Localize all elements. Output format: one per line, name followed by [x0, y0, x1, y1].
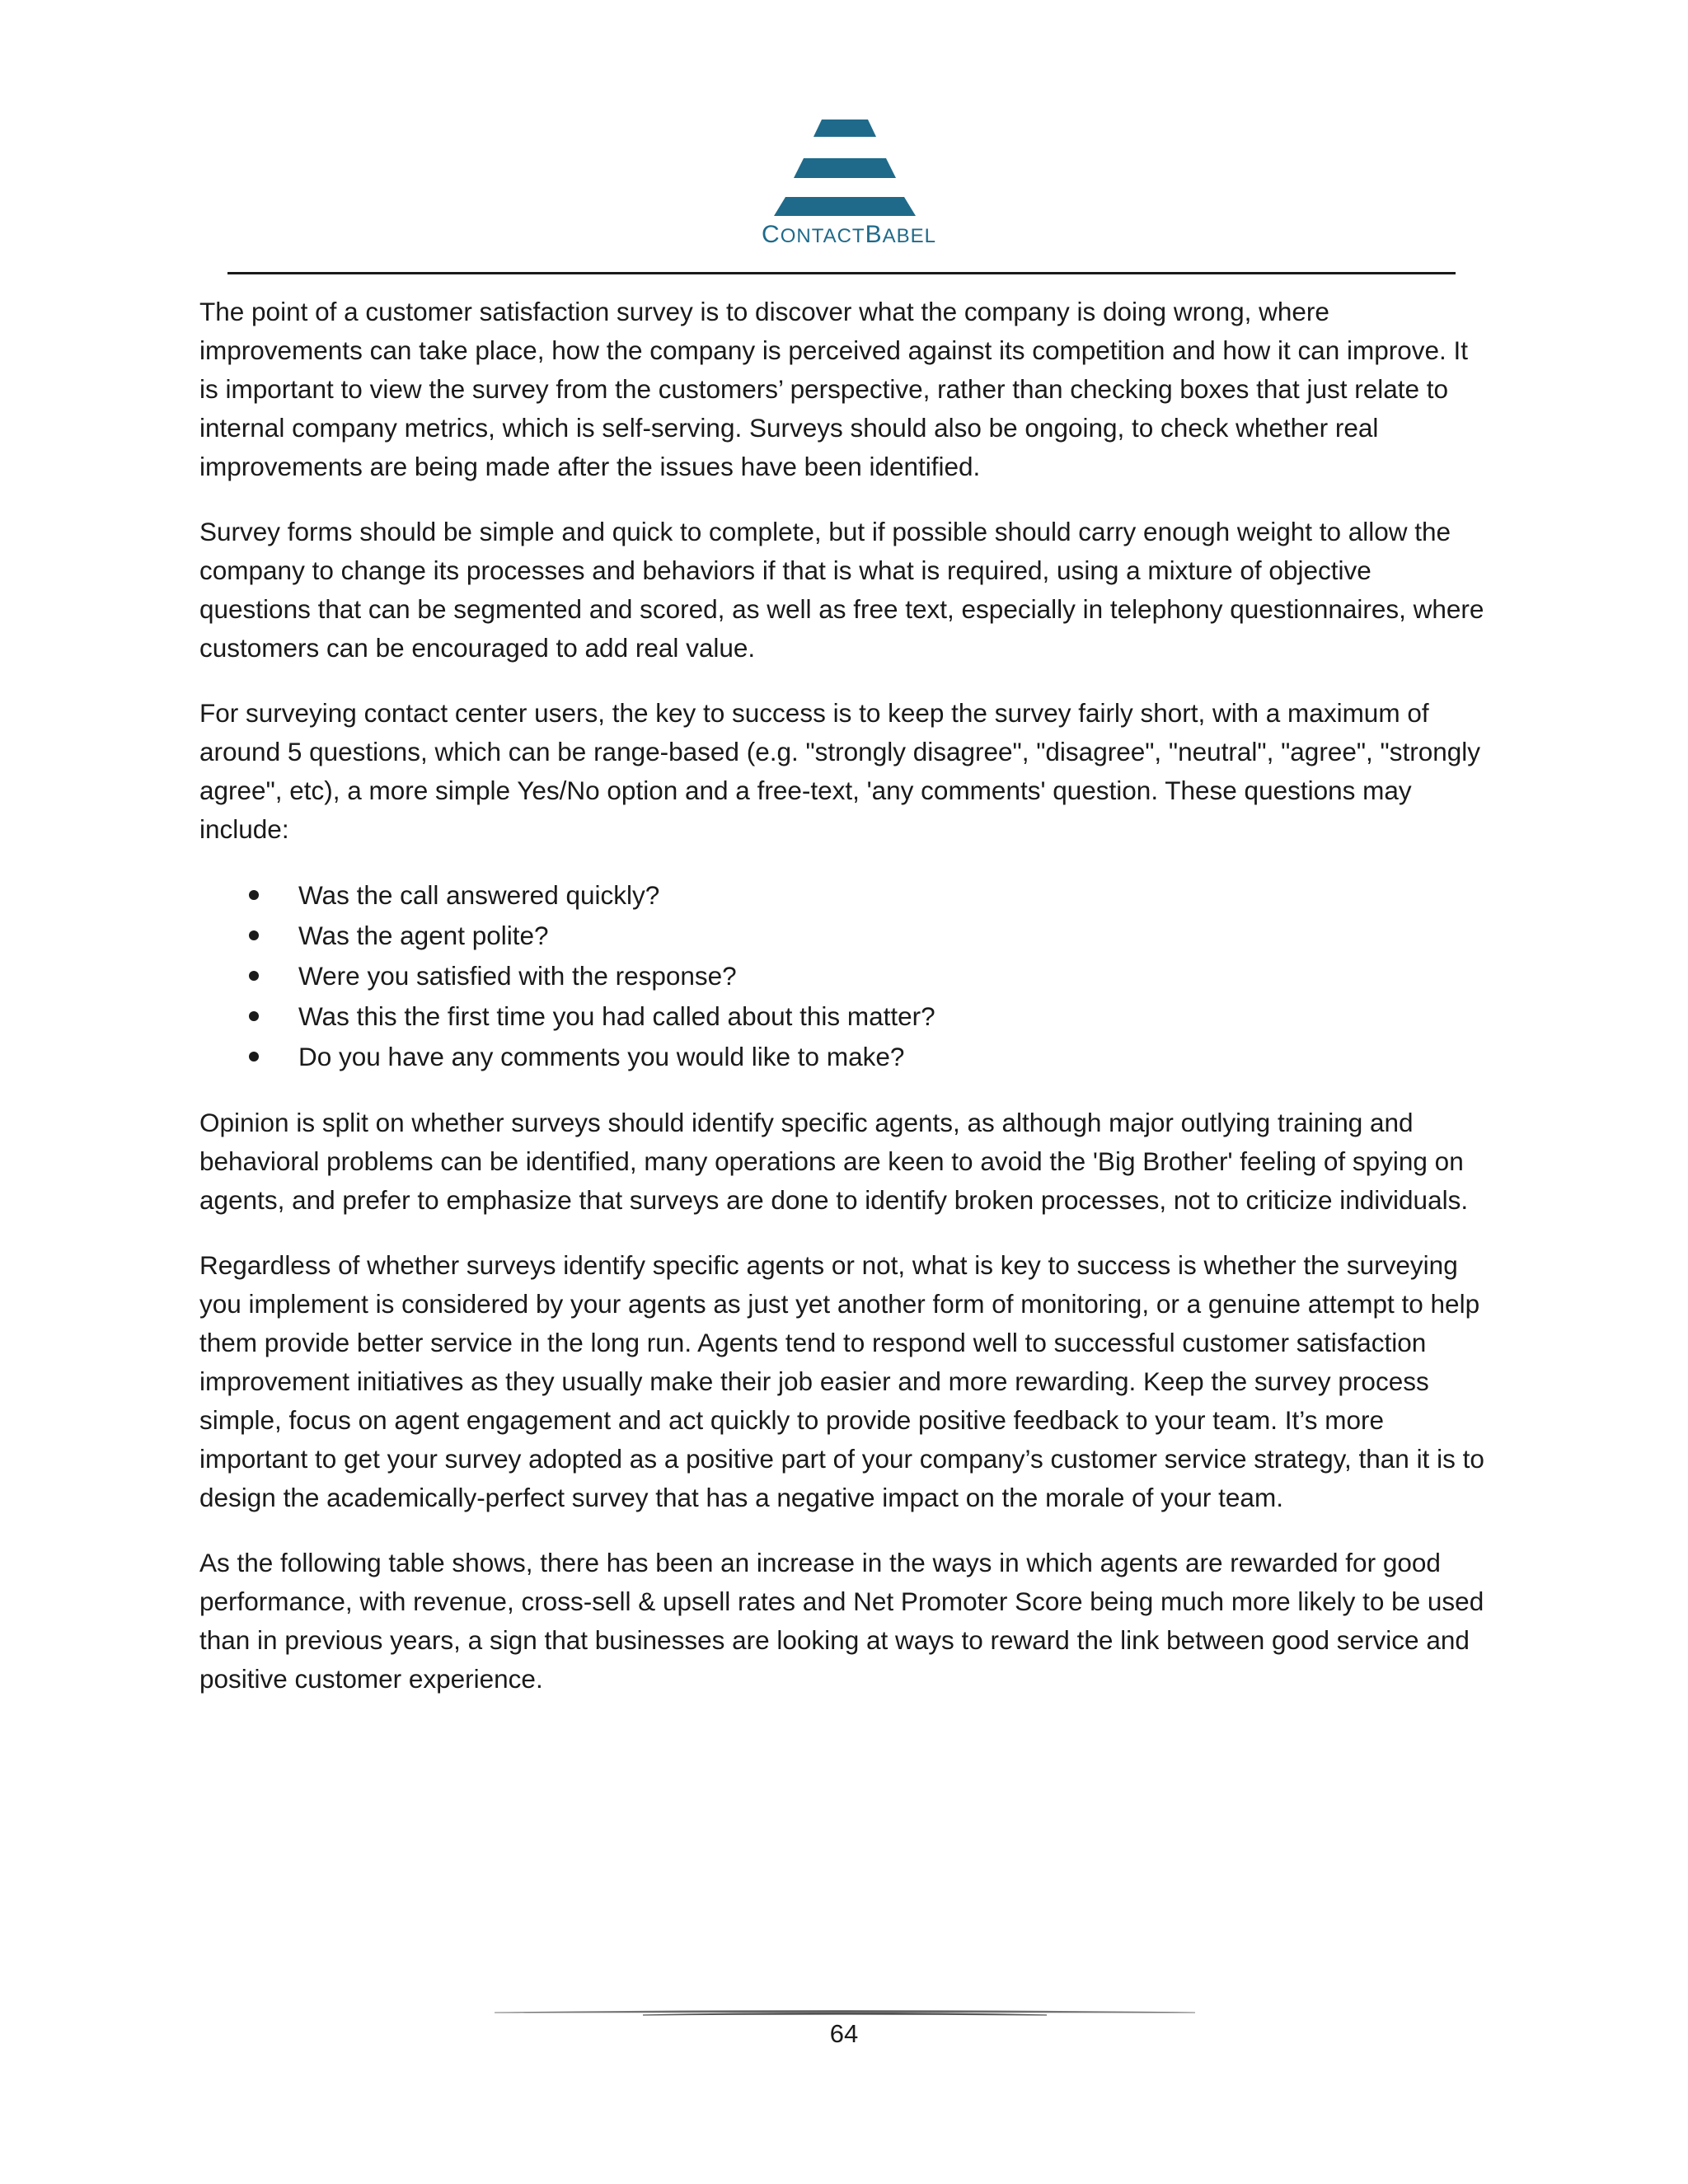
list-item: [199, 996, 1489, 1037]
bullet-icon: [249, 971, 259, 981]
list-item: [199, 1037, 1489, 1077]
logo-wordmark: [754, 221, 944, 249]
list-item-text: Was the call answered quickly?: [298, 880, 660, 910]
pyramid-logo-icon: [754, 115, 944, 218]
paragraph-purpose: The point of a customer satisfaction survey is to discover what the company is doing wrong, where improvements can take place, how the company is perceived against its competition and how it can improve. It is important to view the survey from the customers’ perspective, rather than checking boxes that just relate to internal company metrics, which is self-serving. Surveys should also be ongoing, to check whether real improvements are being made after the issues have been identified.: [199, 297, 1469, 481]
logo-letters-abel: ABEL: [882, 225, 936, 247]
footer-divider: [495, 2006, 1195, 2014]
paragraph-contact-center-users: For surveying contact center users, the key to success is to keep the survey fairly short, with a maximum of around 5 questions, which can be range-based (e.g. "strongly disagree", "disagree", "neutral", "agree", "strongly agree", etc), a more simple Yes/No option and a free-text, 'any comments' question. These questions may include:: [199, 698, 1481, 844]
logo-letter-b: B: [865, 221, 883, 248]
list-item-text: Was this the first time you had called about this matter?: [298, 1001, 935, 1031]
bullet-icon: [249, 890, 259, 900]
header-divider: [227, 272, 1456, 274]
bullet-icon: [249, 1011, 259, 1021]
list-item: [199, 956, 1489, 996]
list-item: [199, 875, 1489, 916]
list-item-text: Were you satisfied with the response?: [298, 961, 737, 991]
logo-letters-ontact: ONTACT: [780, 225, 865, 247]
footer-swoosh-icon: [495, 2008, 1195, 2017]
bullet-icon: [249, 1052, 259, 1062]
contactbabel-logo: [754, 115, 944, 255]
paragraph-following-table: As the following table shows, there has been an increase in the ways in which agents are rewarded for good performance, with revenue, cross-sell & upsell rates and Net Promoter Score being much more likely to be used than in previous years, a sign that businesses are looking at ways to reward the link between good service and positive customer experience.: [199, 1548, 1484, 1694]
page-body: [199, 293, 1489, 1725]
bullet-icon: [249, 930, 259, 940]
list-item: [199, 916, 1489, 956]
list-item-text: Was the agent polite?: [298, 921, 549, 950]
survey-questions-list: [199, 875, 1489, 1077]
paragraph-survey-forms: Survey forms should be simple and quick to complete, but if possible should carry enough weight to allow the company to change its processes and behaviors if that is what is required, using a mixture of objective questions that can be segmented and scored, as well as free text, especially in telephony questionnaires, where customers can be encouraged to add real value.: [199, 517, 1484, 663]
logo-letter-c: C: [762, 221, 781, 248]
paragraph-opinion-split: Opinion is split on whether surveys should identify specific agents, as although major outlying training and behavioral problems can be identified, many operations are keen to avoid the 'Big Brother' feeling of spying on agents, and prefer to emphasize that surveys are done to identify broken processes, not to criticize individuals.: [199, 1108, 1469, 1215]
list-item-text: Do you have any comments you would like to make?: [298, 1042, 905, 1071]
page-number: 64: [829, 2019, 859, 2048]
paragraph-regardless: Regardless of whether surveys identify specific agents or not, what is key to success is whether the surveying you implement is considered by your agents as just yet another form of monitoring, or a genuine attempt to help them provide better service in the long run. Agents tend to respond well to successful customer satisfaction improvement initiatives as they usually make their job easier and more rewarding. Keep the survey process simple, focus on agent engagement and act quickly to provide positive feedback to your team. It’s more important to get your survey adopted as a positive part of your company’s customer service strategy, than it is to design the academically-perfect survey that has a negative impact on the morale of your team.: [199, 1250, 1484, 1512]
